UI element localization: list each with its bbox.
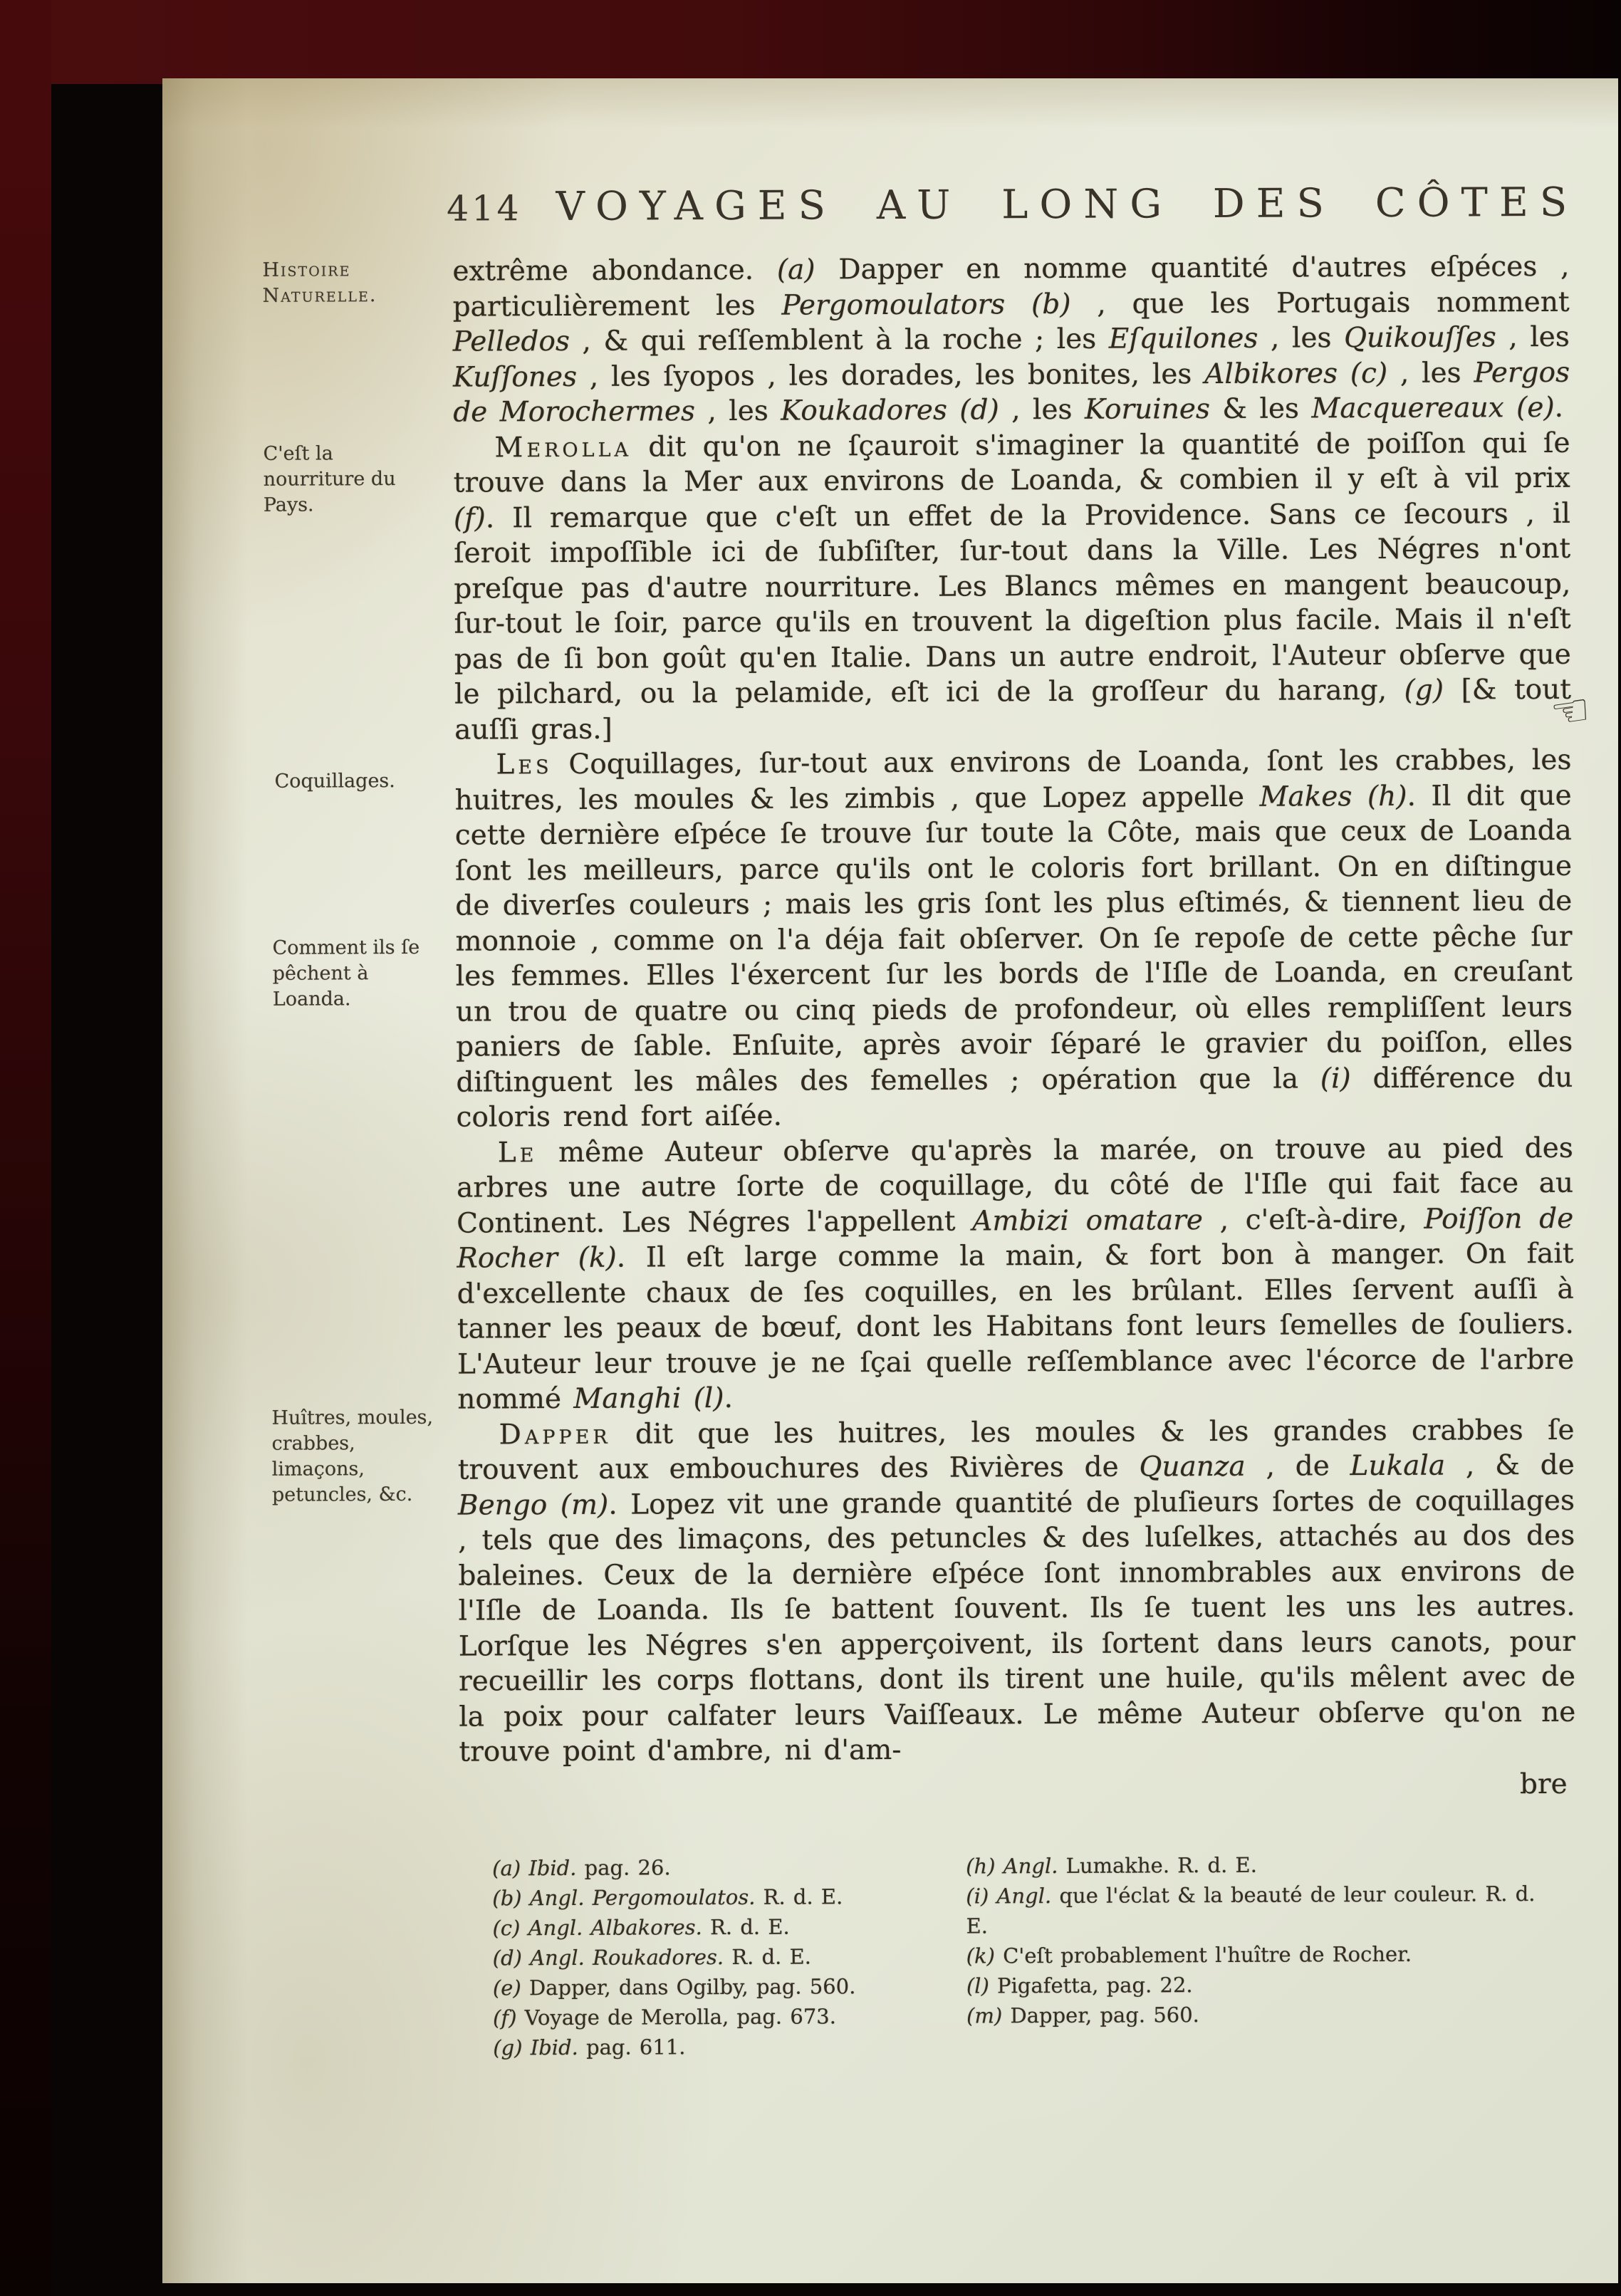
text-segment: Voyage de Merolla, pag. 673. xyxy=(516,2004,836,2030)
body-paragraph-3 xyxy=(454,743,1573,1135)
text-segment: (i) xyxy=(1320,1062,1351,1095)
manicule-icon: ☜ xyxy=(1547,682,1594,740)
footnote-k xyxy=(966,1938,1546,1971)
body-paragraph-2 xyxy=(453,425,1571,747)
text-segment: Pergomoulators xyxy=(781,288,1006,322)
text-segment: (m) xyxy=(966,2003,1003,2028)
text-segment: R. d. E. xyxy=(723,1944,812,1970)
footnote-d xyxy=(493,1941,962,1973)
text-segment: Bengo xyxy=(457,1488,548,1522)
text-segment: , les xyxy=(1258,322,1345,355)
text-segment: . xyxy=(1554,391,1564,424)
text-segment: , de xyxy=(1245,1450,1350,1483)
text-segment: même Auteur obſerve qu'après la marée, on trouve au pied des arbres une autre ſorte de coquillage, du côté de l'Iſle qui fait face au Continent. Les Négres l'appellent xyxy=(456,1132,1574,1240)
text-segment: (h) xyxy=(966,1854,996,1879)
text-segment: (e) xyxy=(1516,391,1555,424)
text-segment xyxy=(522,1886,530,1910)
text-segment xyxy=(989,1884,996,1908)
text-segment xyxy=(1352,781,1367,813)
text-segment xyxy=(522,2035,530,2060)
text-segment: Ibid. xyxy=(530,2035,578,2060)
text-segment: Pigafetta, pag. 22. xyxy=(989,1973,1193,1998)
text-segment: Angl. xyxy=(1003,1853,1058,1879)
margin-note-comment-ils-se-pechent: Comment ils ſe pêchent à Loanda. xyxy=(272,936,420,1011)
footnote-h xyxy=(966,1849,1546,1882)
text-segment: différence du coloris rend fort aiſée. xyxy=(456,1061,1573,1134)
text-segment: , & qui reſſemblent à la roche ; les xyxy=(569,323,1109,358)
text-segment: dit que les huitres, les moules & les grandes crabbes ſe trouvent aux embouchures des Rivières de xyxy=(457,1414,1575,1486)
text-segment: Coquillages, ſur-tout aux environs de Loanda, ſont les crabbes, les huitres, les moules & les zimbis , que Lopez appelle xyxy=(454,743,1572,817)
text-segment: C'eſt probablement l'huître de Rocher. xyxy=(994,1941,1412,1968)
text-segment: (h) xyxy=(1367,780,1407,813)
text-segment: Albikores xyxy=(1204,357,1338,390)
text-segment: Angl. xyxy=(529,1885,585,1911)
text-segment: Dapper en nomme quantité d'autres eſpéces , particulièrement les xyxy=(452,250,1570,323)
text-segment: (k) xyxy=(966,1943,996,1968)
text-segment: Koukadores xyxy=(781,394,948,427)
text-segment xyxy=(947,395,960,427)
footnote-c xyxy=(492,1911,961,1943)
text-segment xyxy=(995,1854,1003,1878)
text-segment: Angl. xyxy=(530,1945,585,1971)
text-segment xyxy=(520,1916,528,1940)
text-segment xyxy=(681,1382,694,1414)
text-segment: [& tout auſſi gras.] xyxy=(454,673,1572,746)
text-segment: Albakores. xyxy=(590,1915,702,1940)
main-text-column xyxy=(452,249,1577,2063)
page-text-layer xyxy=(157,75,1621,2287)
footnote-l xyxy=(966,1968,1546,2001)
text-segment xyxy=(1005,288,1031,320)
text-segment: , les ſyopos , les dorades, les bonites, les xyxy=(576,358,1205,393)
text-segment: Ambizi omatare xyxy=(972,1204,1204,1237)
text-segment: pag. 611. xyxy=(578,2035,686,2060)
text-segment: . Il remarque que c'eſt un effet de la Providence. Sans ce ſecours , il ſeroit impoſſible ici de ſubſiſter, ſur-tout dans la Ville. Les Négres n'ont preſque pas d'autre nourriture. Les Blancs mêmes en mangent beaucoup, ſur-tout le ſoir, parce qu'ils en trouvent la digeſtion plus facile. Mais il n'eſt pas de ſi bon goût qu'en Italie. Dans un autre endroit, l'Auteur obſerve que le pilchard, ou la pelamide, eſt ici de la groſſeur du harang, xyxy=(454,497,1571,711)
text-segment: Macquereaux xyxy=(1311,392,1504,425)
footnote-b xyxy=(492,1882,961,1914)
margin-note-huitres-moules: Huîtres, moules, crabbes, limaçons, petuncles, &c. xyxy=(271,1406,434,1506)
text-segment: Roukadores. xyxy=(593,1945,724,1970)
text-segment: (b) xyxy=(1031,288,1071,320)
catchword: bre xyxy=(1519,1768,1568,1800)
text-segment: Pergomoulatos. xyxy=(592,1884,756,1910)
text-segment: Dapper xyxy=(499,1418,611,1451)
text-segment: (k) xyxy=(578,1241,617,1274)
footnote-e xyxy=(493,1971,962,2003)
text-segment: (b) xyxy=(492,1886,522,1911)
text-segment: pag. 26. xyxy=(576,1855,671,1880)
text-segment: extrême abondance. xyxy=(452,254,777,288)
text-segment: , & de xyxy=(1445,1449,1575,1482)
text-segment: Les xyxy=(496,748,553,781)
text-segment: (g) xyxy=(1404,674,1444,706)
text-segment: R. d. E. xyxy=(755,1884,843,1909)
text-segment xyxy=(522,1946,530,1970)
footnote-m xyxy=(966,1998,1546,2031)
text-segment: (a) xyxy=(492,1856,521,1881)
text-segment: Quikouſſes xyxy=(1343,321,1496,355)
text-segment: que l'éclat & la beauté de leur couleur. R. d. E. xyxy=(966,1882,1536,1938)
text-segment: (c) xyxy=(492,1916,521,1941)
margin-note-nourriture-du-pays: C'eſt la nourriture du Pays. xyxy=(263,442,396,516)
text-segment: , que les Portugais nomment xyxy=(1070,286,1570,320)
text-segment: . Il eſt large comme la main, & fort bon à manger. On fait d'excellente chaux de ſes coquilles, en les brûlant. Elles ſervent auſſi à tanner les peaux de bœuf, dont les Habitans font leurs ſemelles de ſouliers. L'Auteur leur trouve je ne ſçai quelle reſſemblance avec l'écorce de l'arbre nommé xyxy=(457,1237,1575,1416)
text-segment: , c'eſt-à-dire, xyxy=(1202,1203,1424,1236)
text-segment: Le xyxy=(497,1136,538,1169)
text-segment: (d) xyxy=(959,394,999,427)
text-segment: Eſquilones xyxy=(1108,322,1258,355)
text-segment: (m) xyxy=(560,1488,609,1521)
text-segment: (i) xyxy=(966,1884,989,1909)
body-paragraph-5 xyxy=(457,1412,1575,1770)
text-segment: Merolla xyxy=(494,431,632,464)
running-title: VOYAGES AU LONG DES CÔTES xyxy=(556,179,1579,231)
page-number: 414 xyxy=(446,188,522,229)
text-segment: , les xyxy=(999,393,1085,427)
text-segment: Angl. xyxy=(528,1915,583,1941)
text-segment: (l) xyxy=(693,1382,724,1415)
text-segment: (d) xyxy=(492,1946,523,1971)
footnote-a xyxy=(492,1852,961,1884)
text-segment xyxy=(1338,358,1350,390)
text-segment: Ibid. xyxy=(528,1855,577,1881)
text-segment: . xyxy=(724,1382,734,1415)
text-segment: Koruines xyxy=(1084,393,1211,426)
footnotes-section xyxy=(459,1849,1577,2063)
text-segment xyxy=(1504,392,1517,424)
text-segment xyxy=(585,1946,593,1970)
text-segment: (a) xyxy=(776,254,815,286)
text-segment: Pergos de Morochermes xyxy=(453,356,1570,429)
footnotes-right-column xyxy=(961,1849,1546,2061)
footnote-f xyxy=(493,2001,962,2033)
text-segment: Dapper, pag. 560. xyxy=(1002,2003,1199,2028)
body-paragraph-1 xyxy=(452,249,1570,430)
text-segment: , les xyxy=(1496,320,1570,354)
page-header xyxy=(446,179,1579,231)
text-segment: (l) xyxy=(966,1973,989,1998)
text-segment: dit qu'on ne ſçauroit s'imaginer la quantité de poiſſon qui ſe trouve dans la Mer aux environs de Loanda, & combien il y eſt à vil prix xyxy=(453,427,1570,499)
text-segment: Poiſſon de Rocher xyxy=(457,1202,1574,1275)
text-segment xyxy=(521,1856,528,1880)
text-segment: & les xyxy=(1209,392,1312,426)
text-segment: R. d. E. xyxy=(702,1914,790,1940)
text-segment: (g) xyxy=(493,2035,523,2060)
body-paragraph-4 xyxy=(457,1130,1575,1417)
text-segment: (c) xyxy=(1350,357,1388,390)
text-segment xyxy=(583,1916,590,1940)
binding-edge-top xyxy=(0,0,1621,84)
text-segment: Makes xyxy=(1259,780,1352,813)
footnotes-left-column xyxy=(459,1852,962,2063)
footnote-i xyxy=(966,1879,1546,1941)
text-segment xyxy=(558,1242,578,1274)
footnote-g xyxy=(493,2031,962,2063)
margin-note-coquillages: Coquillages. xyxy=(274,770,395,793)
text-segment: Lumakhe. R. d. E. xyxy=(1058,1852,1257,1878)
text-segment: , les xyxy=(1387,356,1474,390)
book-page xyxy=(162,78,1618,2283)
binding-edge-left xyxy=(0,0,51,2296)
text-segment: Manghi xyxy=(573,1382,682,1415)
text-segment: , les xyxy=(694,395,781,428)
text-segment: (e) xyxy=(492,1976,521,2000)
text-segment: Quanza xyxy=(1139,1450,1246,1483)
text-segment: . Il dit que cette dernière eſpéce ſe trouve ſur toute la Côte, mais que ceux de Loanda ſont les meilleurs, parce qu'ils ont le coloris fort brillant. On en diſtingue de diverſes couleurs ; mais les gris ſont les plus eſtimés, & tiennent lieu de monnoie , comme on l'a déja fait obſerver. On ſe repoſe de cette pêche ſur les femmes. Elles l'éxercent ſur les bords de l'Iſle de Loanda, en creuſant un trou de quatre ou cinq pieds de profondeur, où elles rempliſſent leurs paniers de ſable. Enſuite, après avoir ſéparé le gravier du poiſſon, elles diſtinguent les mâles des femelles ; opération que la xyxy=(454,779,1573,1099)
margin-note-histoire-naturelle: Histoire Naturelle. xyxy=(262,259,377,307)
text-segment: Dapper, dans Ogilby, pag. 560. xyxy=(521,1974,856,2000)
text-segment: Kuſſones xyxy=(452,360,578,394)
text-segment: (f) xyxy=(493,2005,517,2030)
text-segment: Pelledos xyxy=(452,325,570,358)
text-segment: Angl. xyxy=(996,1884,1052,1909)
text-segment: . Lopez vit une grande quantité de pluſieurs ſortes de coquillages , tels que des limaçons, des petuncles & des luſelkes, attachés au dos des baleines. Ceux de la dernière eſpéce ſont innombrables aux environs de l'Iſle de Loanda. Ils ſe battent ſouvent. Ils ſe tuent les uns les autres. Lorſque les Négres s'en apperçoivent, ils ſortent dans leurs canots, pour recueillir les corps flottans, dont ils tirent une huile, qu'ils mêlent avec de la poix pour calfater leurs Vaiſſeaux. Le même Auteur obſerve qu'on ne trouve point d'ambre, ni d'am- xyxy=(458,1484,1576,1768)
text-segment: (f) xyxy=(453,501,486,535)
text-segment xyxy=(584,1886,592,1910)
text-segment xyxy=(547,1489,561,1521)
text-segment: Lukala xyxy=(1350,1449,1446,1483)
